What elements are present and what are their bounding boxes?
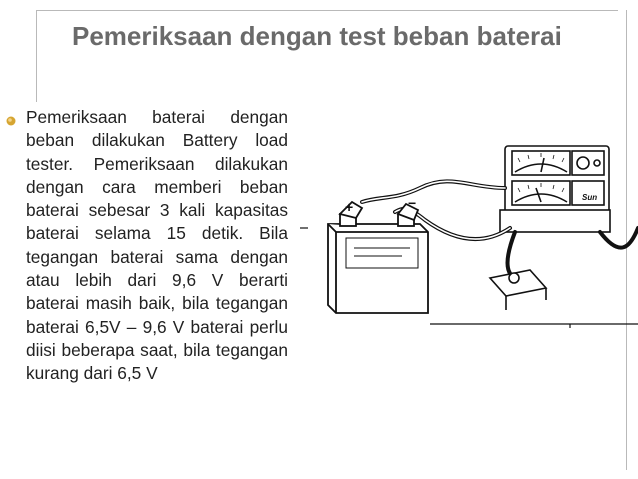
terminal-positive-label: + [345,199,354,215]
slide-title: Pemeriksaan dengan test beban baterai [72,21,562,51]
battery-load-tester-illustration-icon [300,128,638,338]
body-paragraph: Pemeriksaan baterai dengan beban dilakukan Battery load tester. Pemeriksaan dilakukan dengan cara memberi beban baterai sebesar 3 kali kapasitas baterai selama 15 detik. Bila tegangan baterai sama dengan atau lebih dari 9,6 V berarti baterai masih baik, bila tegangan baterai 6,5V – 9,6 V baterai perlu diisi beberapa saat, bila tegangan kurang dari 6,5 V [26,107,288,384]
svg-text:Sun: Sun [582,193,598,202]
terminal-negative-label: − [408,195,417,211]
